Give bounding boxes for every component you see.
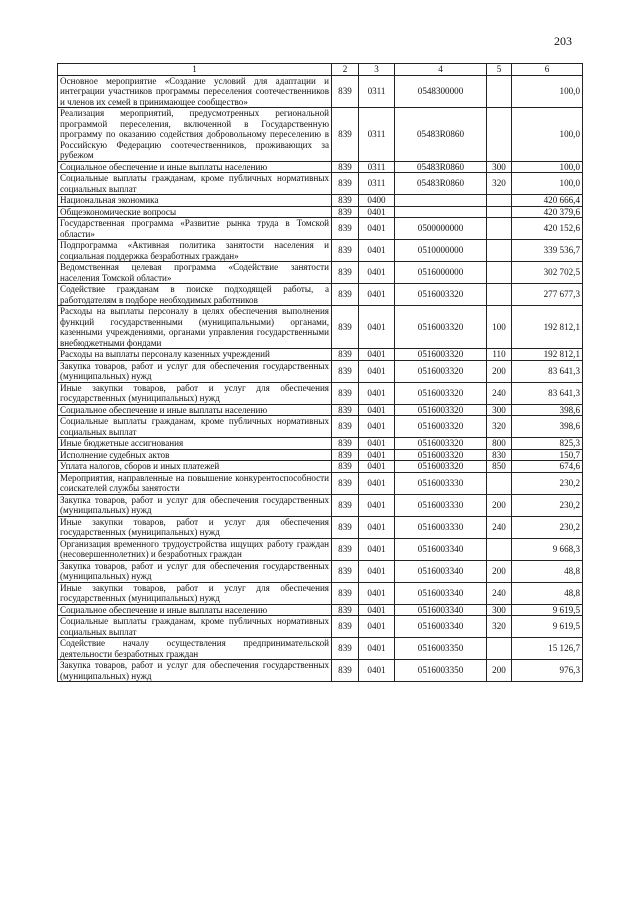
row-ministry-code: 839 bbox=[332, 438, 359, 450]
row-ministry-code: 839 bbox=[332, 108, 359, 162]
row-ministry-code: 839 bbox=[332, 560, 359, 582]
row-target-article: 0516003330 bbox=[395, 472, 487, 494]
row-name: Содействие началу осуществления предпринимательской деятельности безработных граждан bbox=[58, 638, 332, 660]
row-name: Иные закупки товаров, работ и услуг для обеспечения государственных (муниципальных) нужд bbox=[58, 582, 332, 604]
row-expense-type bbox=[487, 538, 512, 560]
row-expense-type: 300 bbox=[487, 604, 512, 616]
row-section-code: 0401 bbox=[359, 616, 395, 638]
row-target-article: 0516003340 bbox=[395, 560, 487, 582]
row-target-article: 0516000000 bbox=[395, 262, 487, 284]
row-section-code: 0401 bbox=[359, 660, 395, 682]
row-section-code: 0401 bbox=[359, 472, 395, 494]
row-amount: 230,2 bbox=[512, 494, 583, 516]
row-ministry-code: 839 bbox=[332, 218, 359, 240]
row-expense-type: 830 bbox=[487, 449, 512, 461]
row-ministry-code: 839 bbox=[332, 240, 359, 262]
row-amount: 825,3 bbox=[512, 438, 583, 450]
row-expense-type: 200 bbox=[487, 494, 512, 516]
row-section-code: 0401 bbox=[359, 218, 395, 240]
table-row bbox=[58, 306, 583, 349]
row-amount: 277 677,3 bbox=[512, 284, 583, 306]
table-row bbox=[58, 638, 583, 660]
row-target-article: 0516003320 bbox=[395, 349, 487, 361]
row-ministry-code: 839 bbox=[332, 206, 359, 218]
row-target-article: 0548300000 bbox=[395, 75, 487, 108]
row-amount: 339 536,7 bbox=[512, 240, 583, 262]
row-ministry-code: 839 bbox=[332, 582, 359, 604]
col-header-expense-type: 5 bbox=[487, 64, 512, 76]
row-expense-type: 100 bbox=[487, 306, 512, 349]
row-target-article bbox=[395, 206, 487, 218]
table-row bbox=[58, 461, 583, 473]
table-row bbox=[58, 582, 583, 604]
row-amount: 192 812,1 bbox=[512, 349, 583, 361]
row-section-code: 0401 bbox=[359, 416, 395, 438]
row-amount: 15 126,7 bbox=[512, 638, 583, 660]
row-ministry-code: 839 bbox=[332, 494, 359, 516]
row-ministry-code: 839 bbox=[332, 173, 359, 195]
row-amount: 83 641,3 bbox=[512, 382, 583, 404]
row-amount: 48,8 bbox=[512, 560, 583, 582]
table-row bbox=[58, 538, 583, 560]
row-expense-type: 320 bbox=[487, 616, 512, 638]
row-ministry-code: 839 bbox=[332, 284, 359, 306]
table-row bbox=[58, 438, 583, 450]
row-section-code: 0311 bbox=[359, 108, 395, 162]
row-expense-type bbox=[487, 284, 512, 306]
row-amount: 9 668,3 bbox=[512, 538, 583, 560]
row-ministry-code: 839 bbox=[332, 472, 359, 494]
row-amount: 674,6 bbox=[512, 461, 583, 473]
row-name: Закупка товаров, работ и услуг для обеспечения государственных (муниципальных) нужд bbox=[58, 660, 332, 682]
table-row bbox=[58, 206, 583, 218]
row-ministry-code: 839 bbox=[332, 516, 359, 538]
row-ministry-code: 839 bbox=[332, 195, 359, 207]
row-amount: 398,6 bbox=[512, 416, 583, 438]
table-row bbox=[58, 616, 583, 638]
row-ministry-code: 839 bbox=[332, 638, 359, 660]
row-amount: 976,3 bbox=[512, 660, 583, 682]
row-expense-type bbox=[487, 262, 512, 284]
row-expense-type: 850 bbox=[487, 461, 512, 473]
row-name: Содействие гражданам в поиске подходящей работы, а работодателям в подборе необходимых работников bbox=[58, 284, 332, 306]
row-target-article: 05483R0860 bbox=[395, 173, 487, 195]
row-section-code: 0401 bbox=[359, 206, 395, 218]
row-target-article: 0516003320 bbox=[395, 461, 487, 473]
row-expense-type: 240 bbox=[487, 516, 512, 538]
row-name: Национальная экономика bbox=[58, 195, 332, 207]
row-amount: 150,7 bbox=[512, 449, 583, 461]
row-name: Закупка товаров, работ и услуг для обеспечения государственных (муниципальных) нужд bbox=[58, 560, 332, 582]
table-row bbox=[58, 349, 583, 361]
table-header-row bbox=[58, 64, 583, 76]
row-target-article: 0516003320 bbox=[395, 438, 487, 450]
table-row bbox=[58, 240, 583, 262]
row-target-article: 05483R0860 bbox=[395, 108, 487, 162]
row-ministry-code: 839 bbox=[332, 461, 359, 473]
table-row bbox=[58, 262, 583, 284]
row-section-code: 0401 bbox=[359, 538, 395, 560]
table-row bbox=[58, 560, 583, 582]
row-name: Организация временного трудоустройства ищущих работу граждан (несовершеннолетних) и безработных граждан bbox=[58, 538, 332, 560]
table-row bbox=[58, 75, 583, 108]
row-ministry-code: 839 bbox=[332, 404, 359, 416]
row-amount: 9 619,5 bbox=[512, 616, 583, 638]
page-number: 203 bbox=[554, 34, 572, 48]
row-expense-type: 320 bbox=[487, 173, 512, 195]
table-row bbox=[58, 108, 583, 162]
row-target-article: 0500000000 bbox=[395, 218, 487, 240]
row-ministry-code: 839 bbox=[332, 161, 359, 173]
row-target-article: 0516003340 bbox=[395, 616, 487, 638]
row-target-article: 0516003350 bbox=[395, 660, 487, 682]
table-row bbox=[58, 382, 583, 404]
row-target-article: 0516003330 bbox=[395, 494, 487, 516]
row-ministry-code: 839 bbox=[332, 538, 359, 560]
row-section-code: 0401 bbox=[359, 306, 395, 349]
row-ministry-code: 839 bbox=[332, 349, 359, 361]
row-name: Закупка товаров, работ и услуг для обеспечения государственных (муниципальных) нужд bbox=[58, 494, 332, 516]
row-name: Социальное обеспечение и иные выплаты населению bbox=[58, 161, 332, 173]
row-section-code: 0401 bbox=[359, 404, 395, 416]
row-target-article: 0516003320 bbox=[395, 284, 487, 306]
col-header-ministry: 2 bbox=[332, 64, 359, 76]
row-target-article: 0516003340 bbox=[395, 604, 487, 616]
row-section-code: 0401 bbox=[359, 604, 395, 616]
row-section-code: 0401 bbox=[359, 638, 395, 660]
row-ministry-code: 839 bbox=[332, 360, 359, 382]
row-expense-type bbox=[487, 206, 512, 218]
row-target-article: 0516003340 bbox=[395, 582, 487, 604]
row-target-article bbox=[395, 195, 487, 207]
row-target-article: 0516003320 bbox=[395, 382, 487, 404]
row-section-code: 0401 bbox=[359, 382, 395, 404]
row-target-article: 0516003330 bbox=[395, 516, 487, 538]
row-expense-type: 240 bbox=[487, 582, 512, 604]
row-section-code: 0401 bbox=[359, 560, 395, 582]
row-section-code: 0401 bbox=[359, 349, 395, 361]
row-target-article: 0516003320 bbox=[395, 306, 487, 349]
row-name: Социальное обеспечение и иные выплаты населению bbox=[58, 404, 332, 416]
row-amount: 48,8 bbox=[512, 582, 583, 604]
row-section-code: 0401 bbox=[359, 360, 395, 382]
row-name: Государственная программа «Развитие рынка труда в Томской области» bbox=[58, 218, 332, 240]
row-name: Закупка товаров, работ и услуг для обеспечения государственных (муниципальных) нужд bbox=[58, 360, 332, 382]
row-amount: 100,0 bbox=[512, 75, 583, 108]
row-expense-type: 800 bbox=[487, 438, 512, 450]
row-expense-type: 300 bbox=[487, 161, 512, 173]
table-body bbox=[58, 75, 583, 682]
col-header-section: 3 bbox=[359, 64, 395, 76]
row-amount: 398,6 bbox=[512, 404, 583, 416]
row-expense-type: 200 bbox=[487, 560, 512, 582]
row-expense-type: 320 bbox=[487, 416, 512, 438]
row-expense-type bbox=[487, 195, 512, 207]
row-name: Основное мероприятие «Создание условий для адаптации и интеграции участников программы переселения соотечественников и членов их семей в принимающее сообщество» bbox=[58, 75, 332, 108]
row-expense-type bbox=[487, 108, 512, 162]
row-amount: 420 152,6 bbox=[512, 218, 583, 240]
row-target-article: 0516003350 bbox=[395, 638, 487, 660]
table-row bbox=[58, 516, 583, 538]
row-amount: 9 619,5 bbox=[512, 604, 583, 616]
row-name: Иные закупки товаров, работ и услуг для обеспечения государственных (муниципальных) нужд bbox=[58, 382, 332, 404]
col-header-amount: 6 bbox=[512, 64, 583, 76]
row-section-code: 0401 bbox=[359, 494, 395, 516]
row-name: Социальные выплаты гражданам, кроме публичных нормативных социальных выплат bbox=[58, 173, 332, 195]
table-row bbox=[58, 195, 583, 207]
row-section-code: 0401 bbox=[359, 284, 395, 306]
row-amount: 100,0 bbox=[512, 108, 583, 162]
row-ministry-code: 839 bbox=[332, 416, 359, 438]
col-header-name: 1 bbox=[58, 64, 332, 76]
row-section-code: 0400 bbox=[359, 195, 395, 207]
row-ministry-code: 839 bbox=[332, 616, 359, 638]
row-section-code: 0401 bbox=[359, 240, 395, 262]
row-ministry-code: 839 bbox=[332, 382, 359, 404]
row-amount: 230,2 bbox=[512, 472, 583, 494]
budget-table bbox=[57, 63, 583, 682]
row-target-article: 0516003340 bbox=[395, 538, 487, 560]
row-name: Расходы на выплаты персоналу казенных учреждений bbox=[58, 349, 332, 361]
row-section-code: 0401 bbox=[359, 461, 395, 473]
row-ministry-code: 839 bbox=[332, 75, 359, 108]
row-amount: 230,2 bbox=[512, 516, 583, 538]
row-amount: 302 702,5 bbox=[512, 262, 583, 284]
row-target-article: 0516003320 bbox=[395, 449, 487, 461]
row-name: Общеэкономические вопросы bbox=[58, 206, 332, 218]
table-row bbox=[58, 284, 583, 306]
row-target-article: 05483R0860 bbox=[395, 161, 487, 173]
table-row bbox=[58, 404, 583, 416]
row-amount: 420 666,4 bbox=[512, 195, 583, 207]
row-amount: 100,0 bbox=[512, 173, 583, 195]
table-row bbox=[58, 416, 583, 438]
row-section-code: 0311 bbox=[359, 161, 395, 173]
row-expense-type: 200 bbox=[487, 660, 512, 682]
row-expense-type: 110 bbox=[487, 349, 512, 361]
row-target-article: 0516003320 bbox=[395, 360, 487, 382]
row-amount: 83 641,3 bbox=[512, 360, 583, 382]
row-section-code: 0401 bbox=[359, 582, 395, 604]
row-target-article: 0516003320 bbox=[395, 404, 487, 416]
row-section-code: 0401 bbox=[359, 516, 395, 538]
row-section-code: 0401 bbox=[359, 449, 395, 461]
row-section-code: 0401 bbox=[359, 262, 395, 284]
row-name: Подпрограмма «Активная политика занятости населения и социальная поддержка безработных граждан» bbox=[58, 240, 332, 262]
row-name: Ведомственная целевая программа «Содействие занятости населения Томской области» bbox=[58, 262, 332, 284]
row-section-code: 0311 bbox=[359, 173, 395, 195]
row-ministry-code: 839 bbox=[332, 306, 359, 349]
row-expense-type bbox=[487, 240, 512, 262]
row-target-article: 0516003320 bbox=[395, 416, 487, 438]
row-name: Уплата налогов, сборов и иных платежей bbox=[58, 461, 332, 473]
row-name: Социальные выплаты гражданам, кроме публичных нормативных социальных выплат bbox=[58, 416, 332, 438]
row-amount: 100,0 bbox=[512, 161, 583, 173]
row-name: Мероприятия, направленные на повышение конкурентоспособности соискателей службы занятости bbox=[58, 472, 332, 494]
row-expense-type bbox=[487, 75, 512, 108]
table-row bbox=[58, 161, 583, 173]
table-row bbox=[58, 218, 583, 240]
row-amount: 420 379,6 bbox=[512, 206, 583, 218]
row-expense-type bbox=[487, 472, 512, 494]
row-name: Исполнение судебных актов bbox=[58, 449, 332, 461]
row-section-code: 0401 bbox=[359, 438, 395, 450]
table-row bbox=[58, 173, 583, 195]
table-row bbox=[58, 472, 583, 494]
row-name: Иные бюджетные ассигнования bbox=[58, 438, 332, 450]
table-row bbox=[58, 604, 583, 616]
row-name: Реализация мероприятий, предусмотренных региональной программой переселения, включенной в Государственную программу по оказанию содействия добровольному переселению в Российскую Федерацию соотечественников, проживающих за рубежом bbox=[58, 108, 332, 162]
row-name: Социальные выплаты гражданам, кроме публичных нормативных социальных выплат bbox=[58, 616, 332, 638]
row-ministry-code: 839 bbox=[332, 604, 359, 616]
row-amount: 192 812,1 bbox=[512, 306, 583, 349]
table-row bbox=[58, 494, 583, 516]
row-expense-type: 240 bbox=[487, 382, 512, 404]
row-target-article: 0510000000 bbox=[395, 240, 487, 262]
row-expense-type: 200 bbox=[487, 360, 512, 382]
row-expense-type: 300 bbox=[487, 404, 512, 416]
row-ministry-code: 839 bbox=[332, 449, 359, 461]
table-row bbox=[58, 660, 583, 682]
row-section-code: 0311 bbox=[359, 75, 395, 108]
row-ministry-code: 839 bbox=[332, 262, 359, 284]
row-expense-type bbox=[487, 218, 512, 240]
row-expense-type bbox=[487, 638, 512, 660]
table-row bbox=[58, 449, 583, 461]
row-ministry-code: 839 bbox=[332, 660, 359, 682]
col-header-target-article: 4 bbox=[395, 64, 487, 76]
row-name: Расходы на выплаты персоналу в целях обеспечения выполнения функций государственными (муниципальными) органами, казенными учреждениями, органами управления государственными внебюджетными фондами bbox=[58, 306, 332, 349]
row-name: Иные закупки товаров, работ и услуг для обеспечения государственных (муниципальных) нужд bbox=[58, 516, 332, 538]
row-name: Социальное обеспечение и иные выплаты населению bbox=[58, 604, 332, 616]
table-row bbox=[58, 360, 583, 382]
